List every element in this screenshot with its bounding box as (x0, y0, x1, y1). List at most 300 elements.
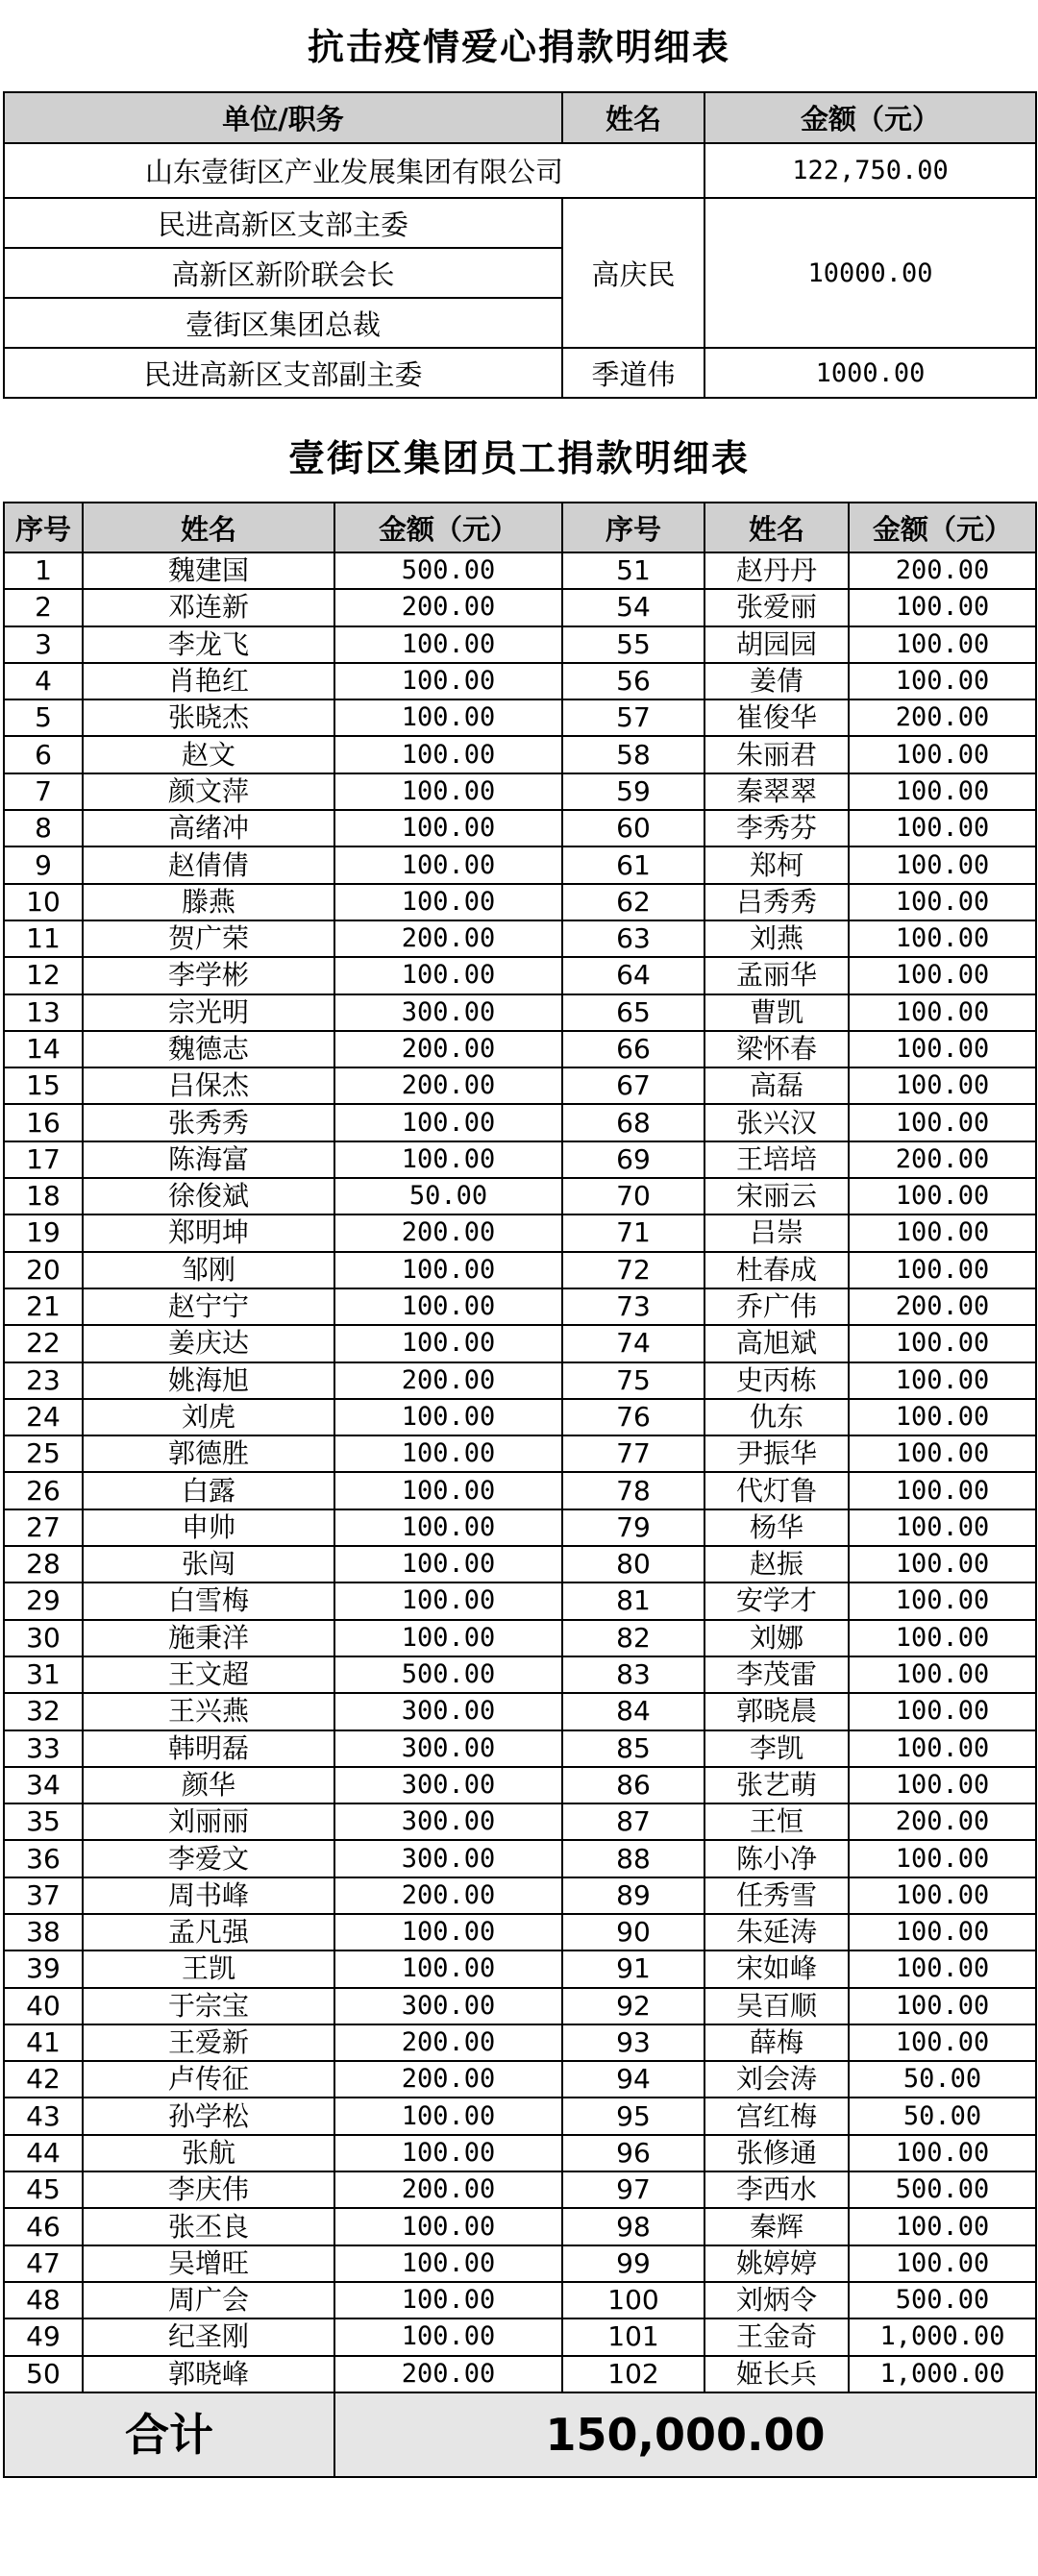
left-name-cell: 滕燕 (83, 884, 334, 920)
right-index-cell: 85 (562, 1730, 704, 1767)
total-row (4, 2392, 1036, 2477)
left-index-cell: 1 (4, 552, 83, 589)
left-name-cell: 王爱新 (83, 2024, 334, 2061)
left-name-cell: 魏建国 (83, 552, 334, 589)
left-index-cell: 46 (4, 2208, 83, 2245)
left-amount-cell: 100.00 (334, 1620, 562, 1656)
left-name-cell: 韩明磊 (83, 1730, 334, 1767)
left-index-cell: 44 (4, 2135, 83, 2171)
left-index-cell: 2 (4, 589, 83, 626)
table-row (4, 2208, 1036, 2245)
table-row (4, 1988, 1036, 2024)
right-index-cell: 70 (562, 1178, 704, 1214)
left-name-cell: 于宗宝 (83, 1988, 334, 2024)
left-index-cell: 6 (4, 736, 83, 773)
left-index-cell: 32 (4, 1693, 83, 1730)
left-index-cell: 38 (4, 1914, 83, 1950)
left-name-cell: 刘虎 (83, 1399, 334, 1435)
left-index-cell: 49 (4, 2318, 83, 2355)
right-name-cell: 刘炳令 (704, 2282, 849, 2318)
left-amount-cell: 100.00 (334, 1582, 562, 1619)
total-label: 合计 (4, 2392, 334, 2477)
header-index: 序号 (4, 503, 83, 552)
table-row (4, 994, 1036, 1031)
table-row (4, 1362, 1036, 1399)
right-index-cell: 90 (562, 1914, 704, 1950)
left-index-cell: 30 (4, 1620, 83, 1656)
right-index-cell: 60 (562, 810, 704, 846)
left-name-cell: 赵文 (83, 736, 334, 773)
right-name-cell: 王金奇 (704, 2318, 849, 2355)
right-amount-cell: 100.00 (849, 1252, 1036, 1288)
right-name-cell: 曹凯 (704, 994, 849, 1031)
right-amount-cell: 100.00 (849, 1656, 1036, 1693)
left-name-cell: 王兴燕 (83, 1693, 334, 1730)
left-amount-cell: 200.00 (334, 1362, 562, 1399)
right-amount-cell: 200.00 (849, 1141, 1036, 1178)
table-row (4, 1509, 1036, 1546)
left-amount-cell: 100.00 (334, 810, 562, 846)
left-amount-cell: 100.00 (334, 2135, 562, 2171)
table-row (4, 1325, 1036, 1362)
table-row (4, 1767, 1036, 1803)
left-index-cell: 9 (4, 846, 83, 883)
right-name-cell: 秦辉 (704, 2208, 849, 2245)
table-row (4, 1104, 1036, 1141)
right-name-cell: 高磊 (704, 1067, 849, 1104)
right-index-cell: 54 (562, 589, 704, 626)
right-amount-cell: 100.00 (849, 1877, 1036, 1914)
amount-cell: 122,750.00 (704, 143, 1036, 198)
right-index-cell: 97 (562, 2171, 704, 2208)
table-row (4, 552, 1036, 589)
right-index-cell: 89 (562, 1877, 704, 1914)
table-row (4, 1031, 1036, 1067)
right-amount-cell: 100.00 (849, 1840, 1036, 1877)
right-name-cell: 刘会涛 (704, 2061, 849, 2098)
left-amount-cell: 100.00 (334, 2208, 562, 2245)
table-row (4, 1472, 1036, 1509)
left-amount-cell: 50.00 (334, 1178, 562, 1214)
table-row (4, 1252, 1036, 1288)
header-unit: 单位/职务 (4, 92, 562, 143)
right-index-cell: 93 (562, 2024, 704, 2061)
left-name-cell: 张闯 (83, 1546, 334, 1582)
right-amount-cell: 500.00 (849, 2171, 1036, 2208)
right-amount-cell: 100.00 (849, 626, 1036, 663)
left-index-cell: 45 (4, 2171, 83, 2208)
table-row (4, 1546, 1036, 1582)
left-name-cell: 宗光明 (83, 994, 334, 1031)
right-index-cell: 79 (562, 1509, 704, 1546)
page-title: 抗击疫情爱心捐款明细表 (307, 26, 730, 68)
right-index-cell: 74 (562, 1325, 704, 1362)
left-amount-cell: 100.00 (334, 2318, 562, 2355)
right-index-cell: 57 (562, 699, 704, 736)
total-amount: 150,000.00 (334, 2392, 1036, 2477)
right-amount-cell: 200.00 (849, 1288, 1036, 1325)
header-amount: 金额（元） (334, 503, 562, 552)
right-amount-cell: 1,000.00 (849, 2318, 1036, 2355)
table-row (4, 1141, 1036, 1178)
header-index: 序号 (562, 503, 704, 552)
left-index-cell: 25 (4, 1435, 83, 1472)
left-name-cell: 张晓杰 (83, 699, 334, 736)
right-index-cell: 58 (562, 736, 704, 773)
right-amount-cell: 100.00 (849, 1693, 1036, 1730)
right-amount-cell: 100.00 (849, 1582, 1036, 1619)
left-name-cell: 贺广荣 (83, 920, 334, 957)
table-row (4, 2318, 1036, 2355)
left-amount-cell: 100.00 (334, 957, 562, 994)
left-amount-cell: 300.00 (334, 1840, 562, 1877)
table-row (4, 1840, 1036, 1877)
table-row (4, 143, 1036, 198)
right-amount-cell: 100.00 (849, 1988, 1036, 2024)
right-name-cell: 李秀芬 (704, 810, 849, 846)
right-amount-cell: 100.00 (849, 1178, 1036, 1214)
right-index-cell: 71 (562, 1214, 704, 1251)
right-name-cell: 杜春成 (704, 1252, 849, 1288)
employee-donation-table (3, 502, 1037, 2478)
right-index-cell: 87 (562, 1803, 704, 1840)
right-amount-cell: 100.00 (849, 994, 1036, 1031)
left-amount-cell: 100.00 (334, 2098, 562, 2134)
left-amount-cell: 100.00 (334, 1399, 562, 1435)
left-index-cell: 16 (4, 1104, 83, 1141)
right-index-cell: 80 (562, 1546, 704, 1582)
table-row (4, 2061, 1036, 2098)
table-row (4, 2135, 1036, 2171)
right-amount-cell: 100.00 (849, 957, 1036, 994)
right-index-cell: 102 (562, 2356, 704, 2392)
right-name-cell: 赵振 (704, 1546, 849, 1582)
right-amount-cell: 200.00 (849, 699, 1036, 736)
left-amount-cell: 100.00 (334, 846, 562, 883)
right-index-cell: 91 (562, 1950, 704, 1987)
right-index-cell: 86 (562, 1767, 704, 1803)
left-index-cell: 48 (4, 2282, 83, 2318)
table-row (4, 736, 1036, 773)
left-index-cell: 43 (4, 2098, 83, 2134)
left-amount-cell: 100.00 (334, 1435, 562, 1472)
right-name-cell: 张艺萌 (704, 1767, 849, 1803)
right-index-cell: 72 (562, 1252, 704, 1288)
right-amount-cell: 100.00 (849, 1362, 1036, 1399)
left-index-cell: 12 (4, 957, 83, 994)
left-name-cell: 孙学松 (83, 2098, 334, 2134)
right-amount-cell: 100.00 (849, 1435, 1036, 1472)
left-amount-cell: 200.00 (334, 1031, 562, 1067)
left-name-cell: 赵宁宁 (83, 1288, 334, 1325)
unit-cell: 高新区新阶联会长 (4, 248, 562, 298)
left-index-cell: 22 (4, 1325, 83, 1362)
left-index-cell: 4 (4, 663, 83, 699)
table-row (4, 2098, 1036, 2134)
left-name-cell: 张秀秀 (83, 1104, 334, 1141)
left-index-cell: 27 (4, 1509, 83, 1546)
left-amount-cell: 300.00 (334, 1693, 562, 1730)
right-name-cell: 崔俊华 (704, 699, 849, 736)
table-row (4, 2245, 1036, 2282)
right-index-cell: 56 (562, 663, 704, 699)
left-name-cell: 徐俊斌 (83, 1178, 334, 1214)
right-amount-cell: 1,000.00 (849, 2356, 1036, 2392)
left-amount-cell: 100.00 (334, 884, 562, 920)
right-name-cell: 陈小净 (704, 1840, 849, 1877)
left-name-cell: 魏德志 (83, 1031, 334, 1067)
right-name-cell: 张兴汉 (704, 1104, 849, 1141)
left-index-cell: 28 (4, 1546, 83, 1582)
left-index-cell: 47 (4, 2245, 83, 2282)
right-index-cell: 66 (562, 1031, 704, 1067)
left-name-cell: 周书峰 (83, 1877, 334, 1914)
right-name-cell: 宫红梅 (704, 2098, 849, 2134)
table-row (4, 589, 1036, 626)
left-index-cell: 13 (4, 994, 83, 1031)
right-index-cell: 55 (562, 626, 704, 663)
table-row (4, 1214, 1036, 1251)
right-name-cell: 张爱丽 (704, 589, 849, 626)
right-amount-cell: 100.00 (849, 1214, 1036, 1251)
left-amount-cell: 200.00 (334, 2061, 562, 2098)
table-row (4, 1656, 1036, 1693)
table-header-row (4, 503, 1036, 552)
right-name-cell: 王恒 (704, 1803, 849, 1840)
right-index-cell: 96 (562, 2135, 704, 2171)
left-index-cell: 3 (4, 626, 83, 663)
right-amount-cell: 200.00 (849, 1803, 1036, 1840)
left-name-cell: 吕保杰 (83, 1067, 334, 1104)
right-index-cell: 88 (562, 1840, 704, 1877)
left-index-cell: 31 (4, 1656, 83, 1693)
left-name-cell: 姚海旭 (83, 1362, 334, 1399)
left-name-cell: 吴增旺 (83, 2245, 334, 2282)
left-index-cell: 18 (4, 1178, 83, 1214)
left-amount-cell: 100.00 (334, 1546, 562, 1582)
right-index-cell: 65 (562, 994, 704, 1031)
unit-cell: 壹街区集团总裁 (4, 298, 562, 348)
right-amount-cell: 100.00 (849, 884, 1036, 920)
right-amount-cell: 100.00 (849, 2024, 1036, 2061)
right-amount-cell: 100.00 (849, 736, 1036, 773)
right-amount-cell: 500.00 (849, 2282, 1036, 2318)
left-name-cell: 颜文萍 (83, 773, 334, 810)
left-name-cell: 陈海富 (83, 1141, 334, 1178)
table-header-row (4, 92, 1036, 143)
right-name-cell: 梁怀春 (704, 1031, 849, 1067)
table-row (4, 198, 1036, 248)
right-name-cell: 张修通 (704, 2135, 849, 2171)
left-amount-cell: 300.00 (334, 994, 562, 1031)
right-index-cell: 63 (562, 920, 704, 957)
right-index-cell: 95 (562, 2098, 704, 2134)
right-name-cell: 薛梅 (704, 2024, 849, 2061)
left-amount-cell: 100.00 (334, 1950, 562, 1987)
right-index-cell: 73 (562, 1288, 704, 1325)
right-index-cell: 98 (562, 2208, 704, 2245)
right-amount-cell: 100.00 (849, 1399, 1036, 1435)
left-name-cell: 郭晓峰 (83, 2356, 334, 2392)
table-row (4, 1730, 1036, 1767)
header-amount: 金额（元） (849, 503, 1036, 552)
right-amount-cell: 100.00 (849, 1472, 1036, 1509)
left-amount-cell: 200.00 (334, 2171, 562, 2208)
left-name-cell: 高绪冲 (83, 810, 334, 846)
left-index-cell: 8 (4, 810, 83, 846)
amount-cell: 10000.00 (704, 198, 1036, 348)
left-name-cell: 李学彬 (83, 957, 334, 994)
right-name-cell: 吕崇 (704, 1214, 849, 1251)
right-index-cell: 101 (562, 2318, 704, 2355)
right-amount-cell: 100.00 (849, 1509, 1036, 1546)
right-index-cell: 81 (562, 1582, 704, 1619)
name-cell: 高庆民 (562, 198, 704, 348)
right-name-cell: 任秀雪 (704, 1877, 849, 1914)
right-name-cell: 宋丽云 (704, 1178, 849, 1214)
left-index-cell: 40 (4, 1988, 83, 2024)
right-amount-cell: 100.00 (849, 1067, 1036, 1104)
right-index-cell: 99 (562, 2245, 704, 2282)
right-amount-cell: 50.00 (849, 2098, 1036, 2134)
right-name-cell: 朱延涛 (704, 1914, 849, 1950)
right-amount-cell: 100.00 (849, 1546, 1036, 1582)
left-amount-cell: 300.00 (334, 1730, 562, 1767)
right-name-cell: 朱丽君 (704, 736, 849, 773)
left-amount-cell: 100.00 (334, 699, 562, 736)
table-row (4, 1582, 1036, 1619)
right-name-cell: 吴百顺 (704, 1988, 849, 2024)
table-row (4, 626, 1036, 663)
right-index-cell: 100 (562, 2282, 704, 2318)
header-name: 姓名 (704, 503, 849, 552)
right-name-cell: 宋如峰 (704, 1950, 849, 1987)
left-amount-cell: 200.00 (334, 1214, 562, 1251)
table-row (4, 348, 1036, 398)
left-name-cell: 王文超 (83, 1656, 334, 1693)
header-name: 姓名 (562, 92, 704, 143)
right-name-cell: 孟丽华 (704, 957, 849, 994)
left-name-cell: 李爱文 (83, 1840, 334, 1877)
right-amount-cell: 100.00 (849, 1325, 1036, 1362)
left-name-cell: 姜庆达 (83, 1325, 334, 1362)
right-name-cell: 杨华 (704, 1509, 849, 1546)
right-index-cell: 75 (562, 1362, 704, 1399)
left-amount-cell: 500.00 (334, 552, 562, 589)
table-row (4, 1067, 1036, 1104)
left-amount-cell: 300.00 (334, 1803, 562, 1840)
right-amount-cell: 50.00 (849, 2061, 1036, 2098)
left-name-cell: 李庆伟 (83, 2171, 334, 2208)
right-name-cell: 高旭斌 (704, 1325, 849, 1362)
unit-cell: 山东壹街区产业发展集团有限公司 (4, 143, 704, 198)
left-name-cell: 孟凡强 (83, 1914, 334, 1950)
right-amount-cell: 100.00 (849, 1914, 1036, 1950)
table-row (4, 920, 1036, 957)
right-name-cell: 姚婷婷 (704, 2245, 849, 2282)
left-amount-cell: 200.00 (334, 2024, 562, 2061)
left-name-cell: 赵倩倩 (83, 846, 334, 883)
left-index-cell: 33 (4, 1730, 83, 1767)
right-name-cell: 李凯 (704, 1730, 849, 1767)
left-amount-cell: 100.00 (334, 2282, 562, 2318)
left-index-cell: 37 (4, 1877, 83, 1914)
left-name-cell: 李龙飞 (83, 626, 334, 663)
left-name-cell: 肖艳红 (83, 663, 334, 699)
right-name-cell: 尹振华 (704, 1435, 849, 1472)
left-index-cell: 42 (4, 2061, 83, 2098)
left-name-cell: 刘丽丽 (83, 1803, 334, 1840)
right-index-cell: 68 (562, 1104, 704, 1141)
table-row (4, 1950, 1036, 1987)
left-amount-cell: 100.00 (334, 1509, 562, 1546)
left-index-cell: 17 (4, 1141, 83, 1178)
left-amount-cell: 200.00 (334, 1877, 562, 1914)
right-name-cell: 郑柯 (704, 846, 849, 883)
left-index-cell: 23 (4, 1362, 83, 1399)
right-amount-cell: 100.00 (849, 2135, 1036, 2171)
left-amount-cell: 100.00 (334, 1472, 562, 1509)
right-index-cell: 62 (562, 884, 704, 920)
right-index-cell: 51 (562, 552, 704, 589)
right-amount-cell: 100.00 (849, 1104, 1036, 1141)
table-row (4, 1288, 1036, 1325)
right-amount-cell: 100.00 (849, 920, 1036, 957)
right-amount-cell: 100.00 (849, 773, 1036, 810)
right-amount-cell: 100.00 (849, 1767, 1036, 1803)
left-index-cell: 41 (4, 2024, 83, 2061)
table-row (4, 2171, 1036, 2208)
left-name-cell: 张丕良 (83, 2208, 334, 2245)
right-index-cell: 69 (562, 1141, 704, 1178)
right-name-cell: 乔广伟 (704, 1288, 849, 1325)
amount-cell: 1000.00 (704, 348, 1036, 398)
left-name-cell: 颜华 (83, 1767, 334, 1803)
table-row (4, 2282, 1036, 2318)
left-amount-cell: 100.00 (334, 736, 562, 773)
left-name-cell: 纪圣刚 (83, 2318, 334, 2355)
right-amount-cell: 100.00 (849, 589, 1036, 626)
table-row (4, 1914, 1036, 1950)
table-row (4, 699, 1036, 736)
right-amount-cell: 100.00 (849, 1950, 1036, 1987)
right-index-cell: 64 (562, 957, 704, 994)
table-row (4, 884, 1036, 920)
name-cell: 季道伟 (562, 348, 704, 398)
left-name-cell: 申帅 (83, 1509, 334, 1546)
table-row (4, 663, 1036, 699)
left-index-cell: 7 (4, 773, 83, 810)
left-name-cell: 王凯 (83, 1950, 334, 1987)
right-index-cell: 59 (562, 773, 704, 810)
left-name-cell: 白露 (83, 1472, 334, 1509)
right-name-cell: 姬长兵 (704, 2356, 849, 2392)
right-name-cell: 代灯鲁 (704, 1472, 849, 1509)
left-amount-cell: 100.00 (334, 1252, 562, 1288)
right-amount-cell: 100.00 (849, 810, 1036, 846)
table-row (4, 1620, 1036, 1656)
left-amount-cell: 200.00 (334, 589, 562, 626)
right-name-cell: 赵丹丹 (704, 552, 849, 589)
right-name-cell: 仇东 (704, 1399, 849, 1435)
left-index-cell: 50 (4, 2356, 83, 2392)
left-index-cell: 39 (4, 1950, 83, 1987)
left-amount-cell: 200.00 (334, 1067, 562, 1104)
right-amount-cell: 100.00 (849, 1620, 1036, 1656)
left-name-cell: 施秉洋 (83, 1620, 334, 1656)
right-name-cell: 姜倩 (704, 663, 849, 699)
left-name-cell: 郑明坤 (83, 1214, 334, 1251)
